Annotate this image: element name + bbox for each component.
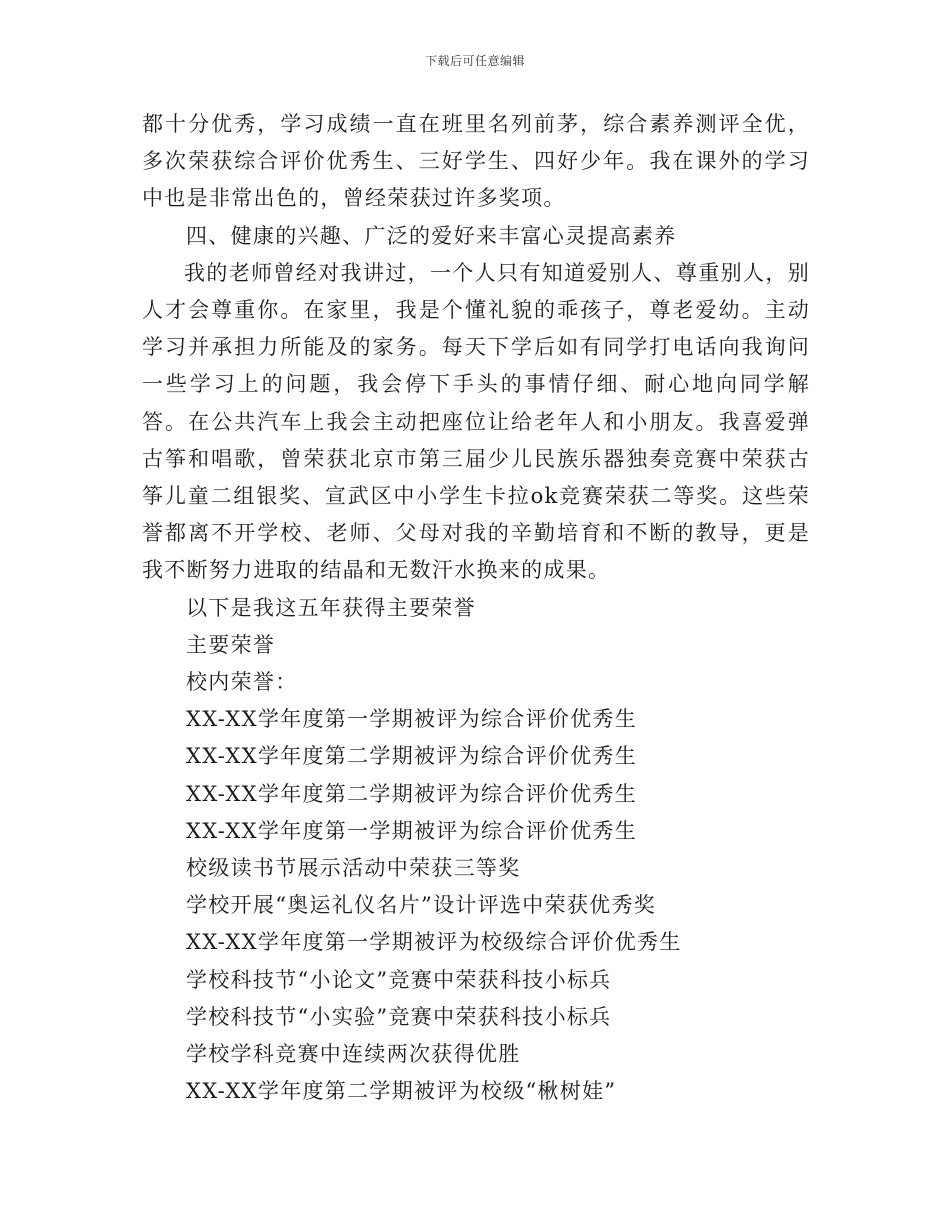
honor-item: XX-XX学年度第二学期被评为综合评价优秀生 [186, 781, 637, 806]
honor-item: XX-XX学年度第一学期被评为综合评价优秀生 [186, 707, 637, 732]
honor-item: 校级读书节展示活动中荣获三等奖 [186, 856, 521, 881]
honor-item: 学校科技节“小论文”竞赛中荣获科技小标兵 [186, 967, 612, 992]
honor-item: 学校科技节“小实验”竞赛中荣获科技小标兵 [186, 1004, 612, 1029]
honor-item: 学校学科竞赛中连续两次获得优胜 [186, 1042, 521, 1067]
section-heading: 四、健康的兴趣、广泛的爱好来丰富心灵提高素养 [186, 223, 677, 248]
paragraph-academic: 都十分优秀，学习成绩一直在班里名列前茅，综合素养测评全优，多次荣获综合评价优秀生、三好学生、四好少年。我在课外的学习中也是非常出色的，曾经荣获过许多奖项。 [142, 112, 810, 211]
honors-title: 主要荣誉 [186, 632, 276, 657]
honor-item: XX-XX学年度第二学期被评为综合评价优秀生 [186, 744, 637, 769]
page-header: 下载后可任意编辑 [424, 54, 525, 68]
honor-item: XX-XX学年度第一学期被评为校级综合评价优秀生 [186, 930, 682, 955]
honor-item: XX-XX学年度第二学期被评为校级“楸树娃” [186, 1079, 617, 1104]
honors-intro: 以下是我这五年获得主要荣誉 [186, 595, 476, 620]
document-body [142, 106, 810, 1110]
paragraph-character: 我的老师曾经对我讲过，一个人只有知道爱别人、尊重别人，别人才会尊重你。在家里，我是个懂礼貌的乖孩子，尊老爱幼。主动学习并承担力所能及的家务。每天下学后如有同学打电话向我询问一些学习上的问题，我会停下手头的事情仔细、耐心地向同学解答。在公共汽车上我会主动把座位让给老年人和小朋友。我喜爱弹古筝和唱歌，曾荣获北京市第三届少儿民族乐器独奏竞赛中荣获古筝儿童二组银奖、宣武区中小学生卡拉ok竞赛荣获二等奖。这些荣誉都离不开学校、老师、父母对我的辛勤培育和不断的教导，更是我不断努力进取的结晶和无数汗水换来的成果。 [142, 260, 810, 583]
school-honors-label: 校内荣誉： [186, 670, 298, 695]
honor-item: 学校开展“奥运礼仪名片”设计评选中荣获优秀奖 [186, 893, 657, 918]
honor-item: XX-XX学年度第一学期被评为综合评价优秀生 [186, 818, 637, 843]
